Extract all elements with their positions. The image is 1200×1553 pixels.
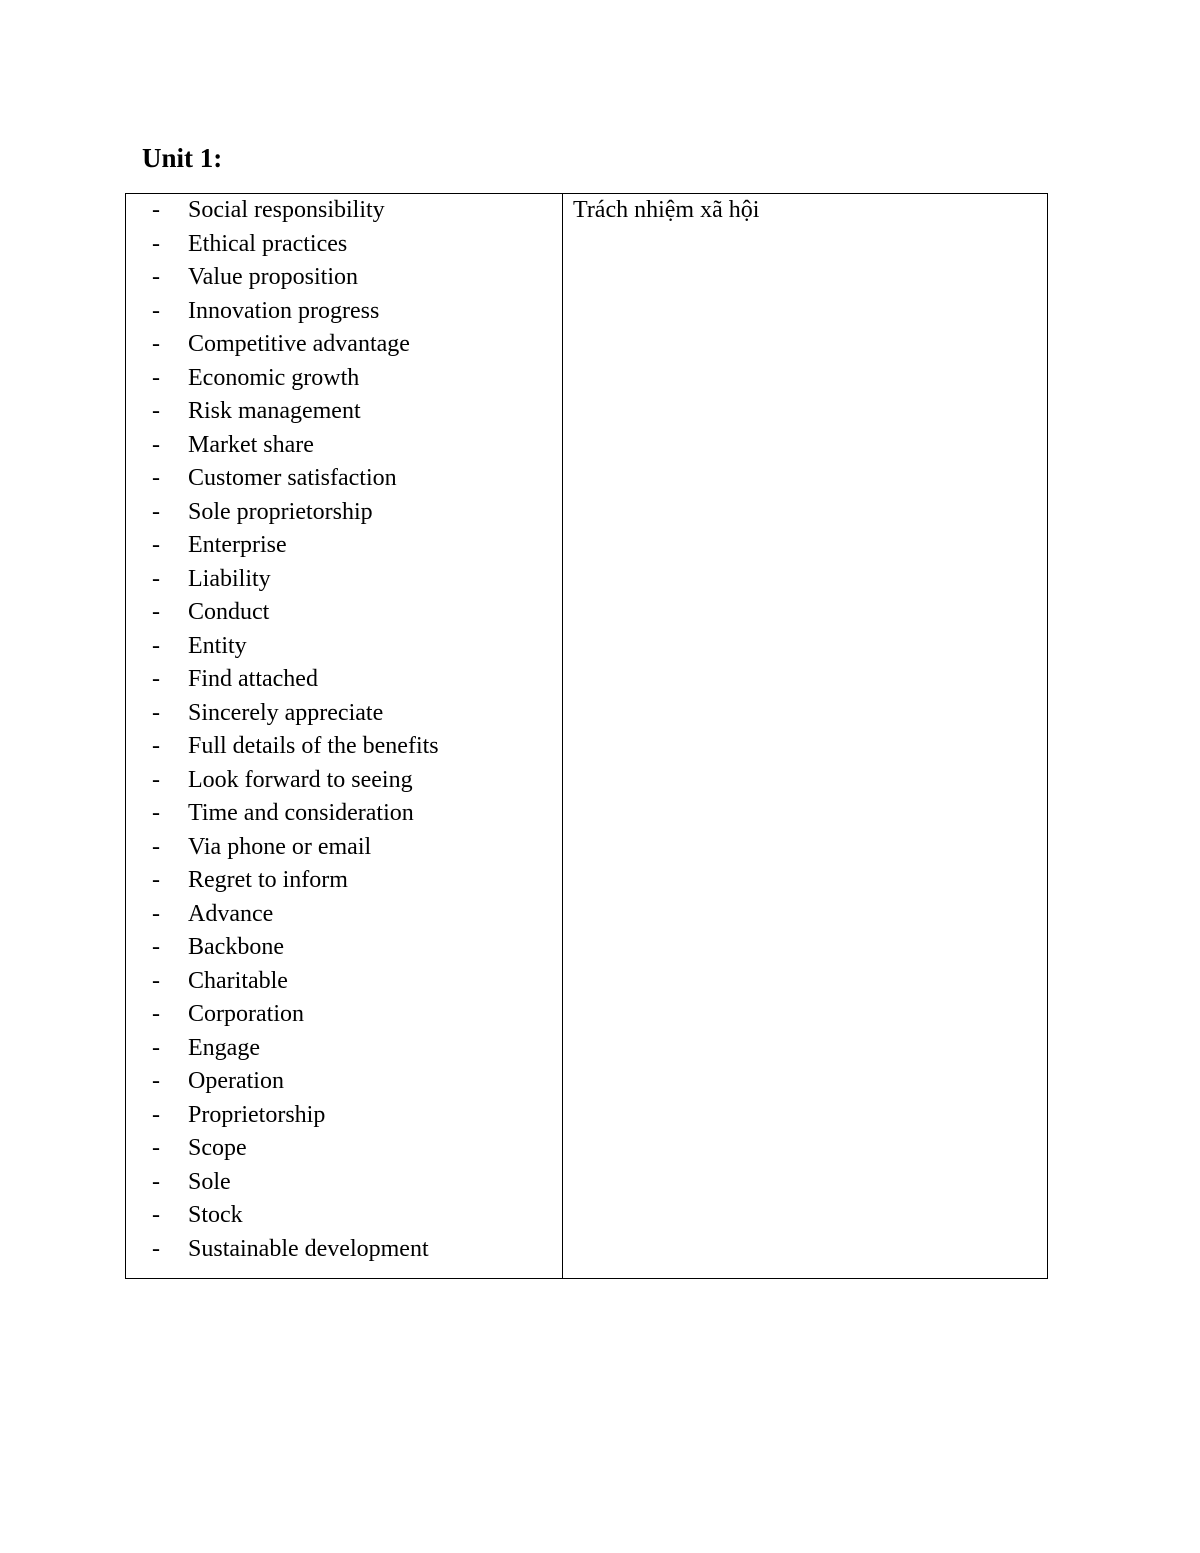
term-text: Find attached — [188, 666, 318, 692]
term-text: Via phone or email — [188, 833, 372, 860]
terms-column — [126, 194, 563, 1278]
term-item — [126, 663, 562, 697]
translation-list — [573, 194, 1047, 228]
term-item — [126, 261, 562, 295]
bullet-dash: - — [152, 431, 160, 458]
term-item — [126, 1099, 562, 1133]
term-text: Regret to inform — [188, 867, 348, 893]
term-list — [126, 194, 562, 1266]
term-item — [126, 1166, 562, 1200]
bullet-dash: - — [152, 1202, 160, 1228]
term-item — [126, 1199, 562, 1233]
term-item — [126, 429, 562, 463]
term-item — [126, 395, 562, 429]
vocabulary-table — [125, 193, 1048, 1279]
bullet-dash: - — [152, 297, 160, 324]
term-item — [126, 496, 562, 530]
term-item — [126, 295, 562, 329]
bullet-dash: - — [152, 264, 160, 290]
term-item — [126, 1032, 562, 1066]
term-text: Innovation progress — [188, 297, 380, 324]
term-item — [126, 362, 562, 396]
bullet-dash: - — [152, 398, 160, 424]
bullet-dash: - — [152, 230, 160, 257]
term-item — [126, 328, 562, 362]
bullet-dash: - — [152, 632, 160, 659]
bullet-dash: - — [152, 364, 160, 391]
term-text: Operation — [188, 1068, 284, 1094]
term-item — [126, 998, 562, 1032]
term-text: Social responsibility — [188, 197, 385, 223]
term-item — [126, 529, 562, 563]
term-item — [126, 898, 562, 932]
term-text: Engage — [188, 1034, 260, 1061]
term-item — [126, 462, 562, 496]
bullet-dash: - — [152, 1001, 160, 1027]
term-text: Liability — [188, 565, 271, 592]
term-text: Economic growth — [188, 364, 360, 391]
bullet-dash: - — [152, 197, 160, 223]
term-text: Advance — [188, 900, 274, 927]
bullet-dash: - — [152, 800, 160, 826]
term-text: Value proposition — [188, 264, 358, 290]
bullet-dash: - — [152, 1168, 160, 1195]
term-item — [126, 1065, 562, 1099]
bullet-dash: - — [152, 465, 160, 491]
term-item — [126, 965, 562, 999]
term-text: Stock — [188, 1202, 243, 1228]
translations-column — [563, 194, 1047, 1278]
bullet-dash: - — [152, 934, 160, 960]
bullet-dash: - — [152, 599, 160, 625]
term-text: Competitive advantage — [188, 331, 410, 357]
term-item — [126, 730, 562, 764]
term-text: Sole — [188, 1168, 231, 1195]
bullet-dash: - — [152, 666, 160, 692]
bullet-dash: - — [152, 733, 160, 759]
term-text: Backbone — [188, 934, 284, 960]
bullet-dash: - — [152, 900, 160, 927]
bullet-dash: - — [152, 331, 160, 357]
term-text: Customer satisfaction — [188, 465, 397, 491]
term-item — [126, 596, 562, 630]
term-text: Proprietorship — [188, 1101, 326, 1128]
term-item — [126, 1132, 562, 1166]
bullet-dash: - — [152, 867, 160, 893]
term-text: Sole proprietorship — [188, 498, 373, 525]
bullet-dash: - — [152, 1101, 160, 1128]
term-item — [126, 797, 562, 831]
term-text: Corporation — [188, 1001, 304, 1027]
unit-heading: Unit 1: — [142, 143, 223, 173]
bullet-dash: - — [152, 532, 160, 558]
bullet-dash: - — [152, 1235, 160, 1262]
term-text: Conduct — [188, 599, 270, 625]
term-item — [126, 831, 562, 865]
term-item — [126, 228, 562, 262]
term-text: Time and consideration — [188, 800, 414, 826]
term-text: Full details of the benefits — [188, 733, 439, 759]
term-item — [126, 864, 562, 898]
term-text: Sincerely appreciate — [188, 699, 384, 726]
bullet-dash: - — [152, 565, 160, 592]
translation-text: Trách nhiệm xã hội — [573, 197, 760, 223]
bullet-dash: - — [152, 1135, 160, 1161]
term-text: Market share — [188, 431, 314, 458]
term-item — [126, 764, 562, 798]
term-text: Scope — [188, 1135, 247, 1161]
bullet-dash: - — [152, 1068, 160, 1094]
term-text: Sustainable development — [188, 1235, 429, 1262]
bullet-dash: - — [152, 699, 160, 726]
term-text: Entity — [188, 632, 247, 659]
bullet-dash: - — [152, 766, 160, 793]
term-item — [126, 931, 562, 965]
term-text: Enterprise — [188, 532, 287, 558]
term-item — [126, 1233, 562, 1267]
term-text: Look forward to seeing — [188, 766, 413, 793]
term-text: Risk management — [188, 398, 361, 424]
bullet-dash: - — [152, 967, 160, 994]
bullet-dash: - — [152, 833, 160, 860]
term-item — [126, 194, 562, 228]
term-item — [126, 630, 562, 664]
bullet-dash: - — [152, 498, 160, 525]
term-item — [126, 563, 562, 597]
term-text: Charitable — [188, 967, 288, 994]
term-text: Ethical practices — [188, 230, 348, 257]
bullet-dash: - — [152, 1034, 160, 1061]
term-item — [126, 697, 562, 731]
